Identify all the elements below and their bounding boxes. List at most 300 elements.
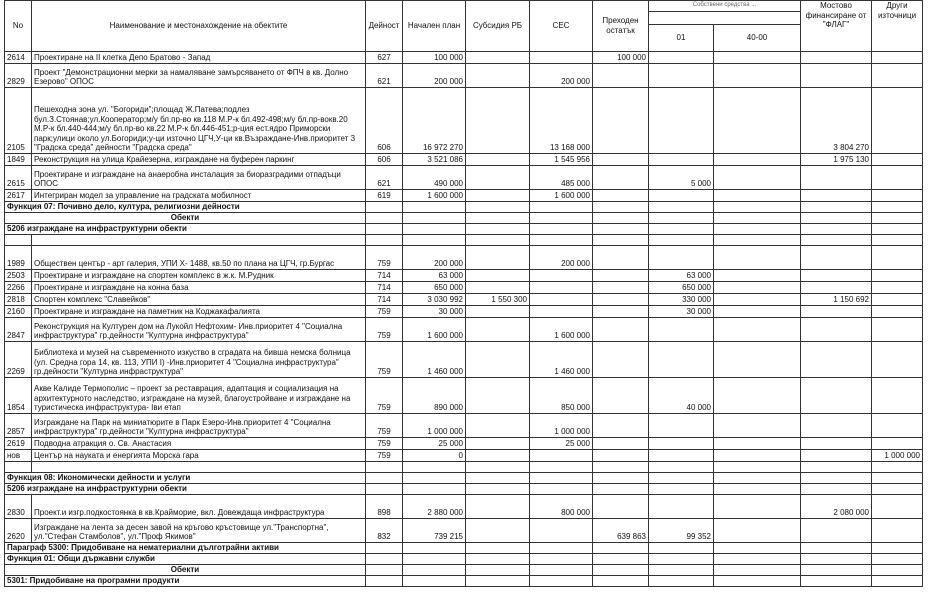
table-row xyxy=(5,437,923,449)
cell-o01 xyxy=(649,449,714,461)
table-row xyxy=(5,87,923,153)
cell-plan: 890 000 xyxy=(403,377,466,413)
empty-cell xyxy=(801,483,872,494)
cell-ses: 25 000 xyxy=(530,437,593,449)
cell-ses xyxy=(530,51,593,63)
empty-cell xyxy=(593,234,649,245)
table-row xyxy=(5,413,923,437)
empty-cell xyxy=(872,472,923,483)
cell-sub xyxy=(466,153,530,165)
cell-pre xyxy=(593,87,649,153)
empty-cell xyxy=(403,542,466,553)
cell-o01 xyxy=(649,87,714,153)
cell-name: Реконструкция на улица Крайезерна, изграждане на буферен паркинг xyxy=(32,153,366,165)
cell-name: Проект "Демонстрационни мерки за намаляване замърсяването от ФПЧ в кв. Долно Езерово" ОПОС xyxy=(32,63,366,87)
cell-ses: 1 600 000 xyxy=(530,317,593,341)
empty-cell xyxy=(872,553,923,564)
section-row xyxy=(5,223,923,234)
empty-cell xyxy=(466,201,530,212)
paragraph-5300-heading: Параграф 5300: Придобиване на нематериални дълготрайни активи xyxy=(5,542,366,553)
empty-cell xyxy=(403,483,466,494)
cell-flag xyxy=(801,518,872,542)
empty-cell xyxy=(366,461,403,472)
empty-cell xyxy=(649,212,714,223)
investment-table xyxy=(4,0,923,587)
cell-plan: 100 000 xyxy=(403,51,466,63)
empty-cell xyxy=(366,234,403,245)
cell-plan: 3 521 086 xyxy=(403,153,466,165)
cell-o01 xyxy=(649,189,714,201)
table-row xyxy=(5,63,923,87)
empty-cell xyxy=(366,542,403,553)
cell-flag xyxy=(801,281,872,293)
empty-cell xyxy=(801,575,872,586)
section-row xyxy=(5,483,923,494)
empty-cell xyxy=(366,575,403,586)
empty-cell xyxy=(872,223,923,234)
cell-sub xyxy=(466,305,530,317)
empty-cell xyxy=(649,461,714,472)
empty-cell xyxy=(872,201,923,212)
empty-cell xyxy=(466,234,530,245)
empty-cell xyxy=(872,564,923,575)
table-row xyxy=(5,317,923,341)
cell-name: Реконструкция на Културен дом на Лукойл Нефтохим- Инв.приоритет 4 "Социална инфраструктура" гр.дейности "Културна инфраструктура" xyxy=(32,317,366,341)
table-row xyxy=(5,245,923,269)
blank-row xyxy=(5,461,923,472)
cell-o40 xyxy=(714,317,801,341)
empty-cell xyxy=(649,201,714,212)
cell-sub xyxy=(466,317,530,341)
cell-o40 xyxy=(714,281,801,293)
cell-pre: 639 863 xyxy=(593,518,649,542)
cell-pre xyxy=(593,377,649,413)
cell-pre xyxy=(593,63,649,87)
empty-cell xyxy=(801,223,872,234)
cell-no: 2617 xyxy=(5,189,32,201)
cell-act: 832 xyxy=(366,518,403,542)
table-row xyxy=(5,341,923,377)
cell-plan: 1 000 000 xyxy=(403,413,466,437)
empty-cell xyxy=(530,234,593,245)
empty-cell xyxy=(403,201,466,212)
cell-no: 1989 xyxy=(5,245,32,269)
empty-cell xyxy=(530,553,593,564)
cell-o40 xyxy=(714,245,801,269)
col-activity: Дейност xyxy=(366,1,403,52)
cell-flag: 3 804 270 xyxy=(801,87,872,153)
function-07-heading: Функция 07: Почивно дело, култура, религиозни дейности xyxy=(5,201,366,212)
col-transitional: Преходен остатък xyxy=(593,1,649,52)
empty-cell xyxy=(466,575,530,586)
cell-plan: 63 000 xyxy=(403,269,466,281)
cell-oth xyxy=(872,518,923,542)
cell-ses: 1 600 000 xyxy=(530,189,593,201)
empty-cell xyxy=(403,472,466,483)
empty-cell xyxy=(801,212,872,223)
empty-cell xyxy=(593,212,649,223)
cell-o40 xyxy=(714,153,801,165)
empty-cell xyxy=(403,461,466,472)
cell-act: 759 xyxy=(366,449,403,461)
cell-o01 xyxy=(649,317,714,341)
cell-name: Проектиране и изграждане на паметник на Коджакафалията xyxy=(32,305,366,317)
cell-flag xyxy=(801,63,872,87)
cell-no: 2503 xyxy=(5,269,32,281)
cell-flag: 1 150 692 xyxy=(801,293,872,305)
cell-pre xyxy=(593,449,649,461)
empty-cell xyxy=(5,461,32,472)
cell-no: 2818 xyxy=(5,293,32,305)
cell-oth xyxy=(872,153,923,165)
cell-o01: 63 000 xyxy=(649,269,714,281)
section-5301-heading: 5301: Придобиване на програмни продукти xyxy=(5,575,366,586)
cell-ses: 485 000 xyxy=(530,165,593,189)
col-subsidy: Субсидия РБ xyxy=(466,1,530,52)
empty-cell xyxy=(714,553,801,564)
cell-sub xyxy=(466,269,530,281)
cell-oth xyxy=(872,377,923,413)
cell-plan: 2 880 000 xyxy=(403,494,466,518)
empty-cell xyxy=(649,564,714,575)
empty-cell xyxy=(593,461,649,472)
cell-oth xyxy=(872,63,923,87)
cell-act: 714 xyxy=(366,281,403,293)
empty-cell xyxy=(466,472,530,483)
cell-sub xyxy=(466,245,530,269)
empty-cell xyxy=(649,483,714,494)
empty-cell xyxy=(801,234,872,245)
table-row xyxy=(5,305,923,317)
col-ses: СЕС xyxy=(530,1,593,52)
empty-cell xyxy=(714,223,801,234)
cell-pre xyxy=(593,341,649,377)
cell-ses xyxy=(530,293,593,305)
empty-cell xyxy=(872,234,923,245)
cell-ses: 1 545 956 xyxy=(530,153,593,165)
empty-cell xyxy=(530,461,593,472)
empty-cell xyxy=(403,223,466,234)
empty-cell xyxy=(649,553,714,564)
col-own-40: 40-00 xyxy=(714,24,801,51)
section-5206-heading: 5206 изграждане на инфраструктурни обекти xyxy=(5,223,366,234)
cell-plan: 739 215 xyxy=(403,518,466,542)
cell-no: 1854 xyxy=(5,377,32,413)
empty-cell xyxy=(466,483,530,494)
empty-cell xyxy=(801,201,872,212)
cell-o40 xyxy=(714,377,801,413)
table-row xyxy=(5,449,923,461)
cell-flag: 1 975 130 xyxy=(801,153,872,165)
empty-cell xyxy=(801,472,872,483)
cell-name: Проект.и изгр.подкостоянка в кв.Крайморие, вкл. Довеждаща инфраструктура xyxy=(32,494,366,518)
objects-heading-2: Обекти xyxy=(5,564,366,575)
cell-pre xyxy=(593,305,649,317)
table-row xyxy=(5,153,923,165)
cell-plan: 30 000 xyxy=(403,305,466,317)
cell-sub xyxy=(466,189,530,201)
cell-name: Акве Калиде Термополис – проект за реставрация, адаптация и социализация на архитектурното наследство, изграждане на музей, благоустройване и изграждане на туристическа инфраструктура- Iви етап xyxy=(32,377,366,413)
cell-pre xyxy=(593,269,649,281)
cell-o01 xyxy=(649,437,714,449)
section-row xyxy=(5,472,923,483)
cell-act: 759 xyxy=(366,305,403,317)
cell-o40 xyxy=(714,494,801,518)
cell-pre xyxy=(593,293,649,305)
cell-flag xyxy=(801,449,872,461)
cell-act: 759 xyxy=(366,437,403,449)
empty-cell xyxy=(593,201,649,212)
cell-plan: 200 000 xyxy=(403,63,466,87)
cell-pre: 100 000 xyxy=(593,51,649,63)
cell-sub xyxy=(466,437,530,449)
cell-plan: 25 000 xyxy=(403,437,466,449)
empty-cell xyxy=(403,575,466,586)
cell-no: 2615 xyxy=(5,165,32,189)
cell-oth: 1 000 000 xyxy=(872,449,923,461)
cell-name: Обществен център - арт галерия, УПИ Х- 1488, кв.50 по плана на ЦГЧ, гр.Бургас xyxy=(32,245,366,269)
empty-cell xyxy=(714,564,801,575)
empty-cell xyxy=(714,461,801,472)
cell-o01: 330 000 xyxy=(649,293,714,305)
empty-cell xyxy=(530,201,593,212)
cell-name: Подводна атракция о. Св. Анастасия xyxy=(32,437,366,449)
empty-cell xyxy=(366,483,403,494)
cell-o40 xyxy=(714,63,801,87)
cell-sub xyxy=(466,63,530,87)
cell-no: 2829 xyxy=(5,63,32,87)
empty-cell xyxy=(403,553,466,564)
cell-ses xyxy=(530,269,593,281)
cell-flag xyxy=(801,165,872,189)
cell-no: 2614 xyxy=(5,51,32,63)
empty-cell xyxy=(872,212,923,223)
empty-cell xyxy=(872,575,923,586)
cell-plan: 200 000 xyxy=(403,245,466,269)
section-row xyxy=(5,564,923,575)
cell-ses xyxy=(530,449,593,461)
cell-act: 621 xyxy=(366,165,403,189)
empty-cell xyxy=(714,542,801,553)
cell-act: 714 xyxy=(366,269,403,281)
empty-cell xyxy=(714,212,801,223)
cell-plan: 490 000 xyxy=(403,165,466,189)
table-row xyxy=(5,377,923,413)
blank-row xyxy=(5,234,923,245)
empty-cell xyxy=(5,234,32,245)
empty-cell xyxy=(872,461,923,472)
empty-cell xyxy=(32,461,366,472)
cell-ses xyxy=(530,518,593,542)
cell-no: 2269 xyxy=(5,341,32,377)
cell-sub: 1 550 300 xyxy=(466,293,530,305)
cell-o40 xyxy=(714,437,801,449)
objects-heading: Обекти xyxy=(5,212,366,223)
cell-sub xyxy=(466,518,530,542)
cell-no: 2619 xyxy=(5,437,32,449)
cell-no: 2105 xyxy=(5,87,32,153)
cell-o40 xyxy=(714,305,801,317)
empty-cell xyxy=(649,223,714,234)
empty-cell xyxy=(593,564,649,575)
cell-act: 606 xyxy=(366,87,403,153)
empty-cell xyxy=(593,223,649,234)
empty-cell xyxy=(649,542,714,553)
empty-cell xyxy=(530,223,593,234)
cell-o01 xyxy=(649,245,714,269)
cell-no: 2160 xyxy=(5,305,32,317)
table-row xyxy=(5,269,923,281)
col-other: Други източници xyxy=(872,1,923,52)
cell-flag xyxy=(801,51,872,63)
table-row xyxy=(5,165,923,189)
table-row xyxy=(5,518,923,542)
cell-pre xyxy=(593,153,649,165)
cell-ses: 1 460 000 xyxy=(530,341,593,377)
cell-oth xyxy=(872,494,923,518)
cell-sub xyxy=(466,87,530,153)
cell-oth xyxy=(872,245,923,269)
cell-sub xyxy=(466,281,530,293)
cell-pre xyxy=(593,437,649,449)
cell-flag xyxy=(801,269,872,281)
cell-name: Изграждане на Парк на миниатюрите в Парк Езеро-Инв.приоритет 4 "Социална инфраструктура" гр.дейности "Културна инфраструктура" xyxy=(32,413,366,437)
cell-name: Център на науката и енергията Морска гара xyxy=(32,449,366,461)
cell-oth xyxy=(872,413,923,437)
section-row xyxy=(5,575,923,586)
cell-oth xyxy=(872,293,923,305)
cell-flag: 2 080 000 xyxy=(801,494,872,518)
empty-cell xyxy=(801,564,872,575)
cell-name: Интегриран модел за управление на градската мобилност xyxy=(32,189,366,201)
empty-cell xyxy=(714,201,801,212)
empty-cell xyxy=(714,483,801,494)
cell-name: Изграждане на лента за десен завой на кръгово кръстовище ул."Транспортна", ул."Стефан Стамболов", ул."Проф Якимов" xyxy=(32,518,366,542)
empty-cell xyxy=(872,542,923,553)
empty-cell xyxy=(649,234,714,245)
cell-o01 xyxy=(649,51,714,63)
empty-cell xyxy=(872,483,923,494)
cell-ses: 800 000 xyxy=(530,494,593,518)
cell-no: 2266 xyxy=(5,281,32,293)
cell-name: Библиотека и музей на съвременното изкуство в сградата на бивша немска болница (ул. Средна гора 14, кв. 113, УПИ I) -Инв.приоритет 4 "Социална инфраструктура" гр.дейности "Културна инфраструктура" xyxy=(32,341,366,377)
cell-name: Проектиране и изграждане на анаеробна инсталация за биоразградими отпадъци ОПОС xyxy=(32,165,366,189)
table-row xyxy=(5,281,923,293)
cell-o40 xyxy=(714,87,801,153)
cell-o40 xyxy=(714,413,801,437)
col-name: Наименование и местонахождение на обектите xyxy=(32,1,366,52)
empty-cell xyxy=(32,234,366,245)
table-row xyxy=(5,51,923,63)
col-own-01: 01 xyxy=(649,24,714,51)
table-row xyxy=(5,494,923,518)
cell-o01 xyxy=(649,63,714,87)
cell-no: 2847 xyxy=(5,317,32,341)
cell-plan: 650 000 xyxy=(403,281,466,293)
cell-sub xyxy=(466,413,530,437)
empty-cell xyxy=(801,542,872,553)
cell-no: 1849 xyxy=(5,153,32,165)
cell-flag xyxy=(801,189,872,201)
cell-act: 627 xyxy=(366,51,403,63)
empty-cell xyxy=(366,472,403,483)
empty-cell xyxy=(466,542,530,553)
cell-pre xyxy=(593,281,649,293)
empty-cell xyxy=(403,234,466,245)
cell-plan: 3 030 992 xyxy=(403,293,466,305)
cell-ses: 200 000 xyxy=(530,63,593,87)
cell-act: 759 xyxy=(366,245,403,269)
cell-sub xyxy=(466,165,530,189)
cell-pre xyxy=(593,494,649,518)
cell-o01 xyxy=(649,413,714,437)
cell-pre xyxy=(593,317,649,341)
cell-no: нов xyxy=(5,449,32,461)
empty-cell xyxy=(403,564,466,575)
cell-o40 xyxy=(714,341,801,377)
col-own-top: Собствени средства ... xyxy=(649,1,801,12)
empty-cell xyxy=(593,483,649,494)
empty-cell xyxy=(530,564,593,575)
cell-flag xyxy=(801,245,872,269)
cell-o40 xyxy=(714,518,801,542)
cell-act: 619 xyxy=(366,189,403,201)
cell-oth xyxy=(872,87,923,153)
cell-oth xyxy=(872,165,923,189)
function-01-heading: Функция 01: Общи държавни служби xyxy=(5,553,366,564)
cell-o01: 99 352 xyxy=(649,518,714,542)
cell-o40 xyxy=(714,189,801,201)
empty-cell xyxy=(530,575,593,586)
section-row xyxy=(5,542,923,553)
cell-flag xyxy=(801,341,872,377)
cell-o01: 30 000 xyxy=(649,305,714,317)
empty-cell xyxy=(366,564,403,575)
cell-no: 2857 xyxy=(5,413,32,437)
empty-cell xyxy=(530,472,593,483)
table-row xyxy=(5,189,923,201)
cell-flag xyxy=(801,413,872,437)
cell-ses: 1 000 000 xyxy=(530,413,593,437)
cell-ses: 200 000 xyxy=(530,245,593,269)
cell-name: Пешеходна зона ул. "Богориди";площад Ж.Патева;подлез бул.З.Стоянав;ул.Кооператор;м/у бл.пр-во кв.118 М.Р-к бл.492-498;м/у бл.пр-вокв.20 М.Р-к бл.440-444;м/у бл.пр-во кв.22 М.Р-к бл.446-451;р-ция ест.ядро Приморски парк;улици около ул.Богориди;у-ци източно ЦГЧ,У-ци кв.Възраждане-Инв.приоритет 3 "Градска среда" дейности "Градска среда" xyxy=(32,87,366,153)
cell-oth xyxy=(872,281,923,293)
empty-cell xyxy=(593,553,649,564)
cell-oth xyxy=(872,305,923,317)
empty-cell xyxy=(466,461,530,472)
cell-pre xyxy=(593,413,649,437)
cell-pre xyxy=(593,189,649,201)
cell-flag xyxy=(801,377,872,413)
cell-o40 xyxy=(714,165,801,189)
cell-oth xyxy=(872,341,923,377)
empty-cell xyxy=(366,212,403,223)
cell-flag xyxy=(801,305,872,317)
cell-plan: 1 600 000 xyxy=(403,317,466,341)
cell-act: 898 xyxy=(366,494,403,518)
cell-plan: 1 600 000 xyxy=(403,189,466,201)
empty-cell xyxy=(714,234,801,245)
cell-sub xyxy=(466,377,530,413)
empty-cell xyxy=(366,553,403,564)
cell-act: 759 xyxy=(366,341,403,377)
cell-ses: 850 000 xyxy=(530,377,593,413)
cell-flag xyxy=(801,317,872,341)
cell-act: 621 xyxy=(366,63,403,87)
empty-cell xyxy=(714,472,801,483)
cell-no: 2620 xyxy=(5,518,32,542)
empty-cell xyxy=(530,212,593,223)
